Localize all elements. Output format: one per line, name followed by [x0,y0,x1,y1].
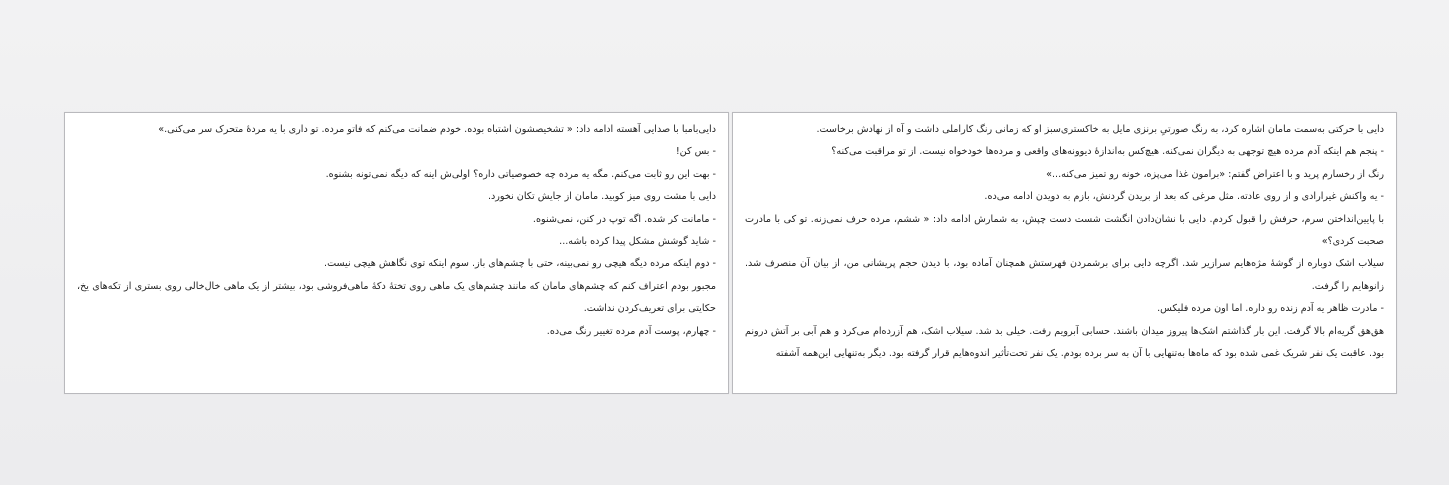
paragraph: هق‌هق گریه‌ام بالا گرفت. این بار گذاشتم اشک‌ها پیروز میدان باشند. حسابی آبرویم رفت. خیلی بد شد. سیلاب اشک، هم آزرده‌ام می‌کرد و هم آبی بر آتش درونم بود. عاقبت یک نفر شریک غمی شده بود که ماه‌ها به‌تنهایی با آن به سر برده بودم. یک نفر تحت‌تأثیر اندوه‌هایم قرار گرفته بود. دیگر به‌تنهایی این‌همه آشفته [745,325,1384,360]
paragraph: با پایین‌انداختن سرم، حرفش را قبول کردم. دایی با نشان‌دادن انگشت شست دست چپش، به شمارش ادامه داد: « ششم، مرده حرف نمی‌زنه. تو کی با مادرت صحبت کردی؟» [745,213,1384,248]
paragraph: رنگ از رخسارم پرید و با اعتراض گفتم: «برامون غذا می‌پزه، خونه رو تمیز می‌کنه...» [1046,168,1384,180]
paragraph: مجبور بودم اعتراف کنم که چشم‌های مامان که مانند چشم‌های یک ماهی روی تختهٔ دکهٔ ماهی‌فروشی بود، بیشتر از یک ماهی خال‌خالی روی بستری از تکه‌های یخ، حکایتی برای تعریف‌کردن نداشت. [77,280,716,315]
paragraph: - مادرت ظاهر یه آدم زنده رو داره. اما اون مرده فلیکس. [1157,303,1384,315]
paragraph: - پنجم هم اینکه آدم مرده هیچ توجهی به دیگران نمی‌کنه. هیچ‌کس به‌اندازهٔ دیوونه‌های واقعی و مرده‌ها خودخواه نیست. از تو مراقبت می‌کنه؟ [831,146,1384,158]
paragraph: - مامانت کر شده. اگه توپ در کنن، نمی‌شنوه. [532,213,716,225]
paragraph: - بس کن! [675,146,716,158]
paragraph: - دوم اینکه مرده دیگه هیچی رو نمی‌بینه، حتی با چشم‌های باز. سوم اینکه توی نگاهش هیچی نیست. [324,258,716,270]
paragraph: - چهارم، پوست آدم مرده تغییر رنگ می‌ده. [546,325,716,337]
right-page [732,112,1397,394]
paragraph: - بهت این رو ثابت می‌کنم. مگه یه مرده چه خصوصیاتی داره؟ اولی‌ش اینه که دیگه نمی‌تونه بشنوه. [325,168,716,180]
book-spread [64,112,1398,396]
paragraph: دایی‌بامبا با صدایی آهسته ادامه داد: « تشخیصشون اشتباه بوده. خودم ضمانت می‌کنم که فاتو مرده. تو داری با یه مردهٔ متحرک سر می‌کنی.» [158,124,716,135]
paragraph: سیلاب اشک دوباره از گوشهٔ مژه‌هایم سرازیر شد. اگرچه دایی برای برشمردن فهرستش همچنان آماده بود، با دیدن حجم پریشانی من، از بیان آن منصرف شد. زانوهایم را گرفت. [745,258,1384,292]
paragraph: - شاید گوشش مشکل پیدا کرده باشه... [559,236,716,248]
paragraph: دایی با مشت روی میز کوبید. مامان از جایش تکان نخورد. [487,191,716,203]
paragraph: دایی با حرکتی به‌سمت مامان اشاره کرد، به رنگ صورتیِ برنزی مایل به خاکستری‌سبز او که زمانی رنگ کاراملی داشت و آه از نهادش برخاست. [816,124,1384,135]
paragraph: - یه واکنش غیرارادی و از روی عادته. مثل مرغی که بعد از بریدن گردنش، بازم به دویدن ادامه می‌ده. [984,191,1384,203]
left-page [64,112,729,394]
